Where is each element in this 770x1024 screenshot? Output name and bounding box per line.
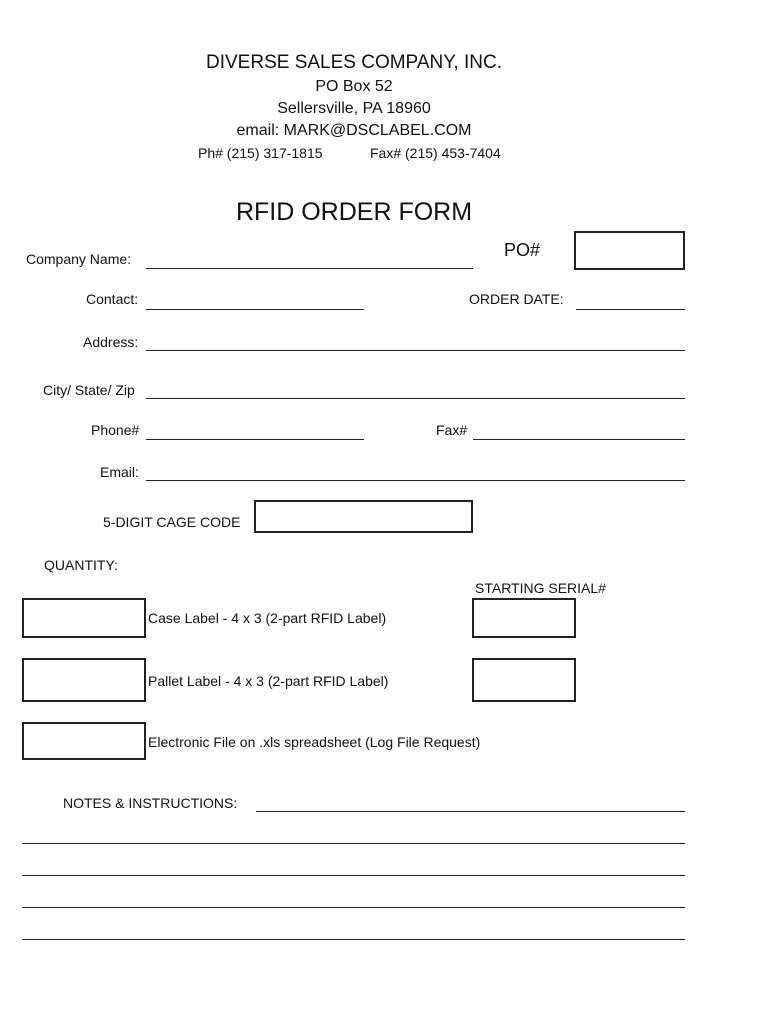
- electronic-file-quantity-field[interactable]: [22, 722, 146, 760]
- phone-label: Phone#: [91, 422, 140, 438]
- starting-serial-label: STARTING SERIAL#: [475, 580, 606, 596]
- order-date-label: ORDER DATE:: [469, 291, 564, 307]
- po-number-field[interactable]: [574, 231, 685, 270]
- address-label: Address:: [83, 334, 139, 350]
- company-name-label: Company Name:: [26, 251, 132, 267]
- cage-code-label: 5-DIGIT CAGE CODE: [103, 514, 241, 530]
- electronic-file-item: Electronic File on .xls spreadsheet (Log File Request): [148, 734, 481, 750]
- notes-line-1[interactable]: [256, 811, 685, 812]
- header-email: email: MARK@DSCLABEL.COM: [236, 122, 472, 139]
- pallet-label-quantity-field[interactable]: [22, 658, 146, 702]
- form-title: RFID ORDER FORM: [235, 198, 473, 226]
- case-label-quantity-field[interactable]: [22, 598, 146, 638]
- notes-line-2[interactable]: [22, 843, 685, 844]
- header-phone: Ph# (215) 317-1815: [198, 145, 323, 161]
- fax-label: Fax#: [436, 422, 468, 438]
- case-label-serial-field[interactable]: [472, 598, 576, 638]
- company-name-field[interactable]: [146, 268, 473, 269]
- contact-field[interactable]: [146, 309, 364, 310]
- address-field[interactable]: [146, 350, 685, 351]
- city-address: Sellersville, PA 18960: [277, 100, 431, 117]
- header-fax: Fax# (215) 453-7404: [370, 145, 501, 161]
- notes-label: NOTES & INSTRUCTIONS:: [63, 795, 238, 811]
- notes-line-5[interactable]: [22, 939, 685, 940]
- city-state-zip-field[interactable]: [146, 398, 685, 399]
- phone-field[interactable]: [146, 439, 364, 440]
- company-name-header: DIVERSE SALES COMPANY, INC.: [206, 52, 502, 73]
- quantity-label: QUANTITY:: [44, 557, 118, 573]
- email-label: Email:: [100, 464, 139, 480]
- po-box: PO Box 52: [315, 78, 393, 95]
- fax-field[interactable]: [473, 439, 685, 440]
- pallet-label-serial-field[interactable]: [472, 658, 576, 702]
- order-date-field[interactable]: [576, 309, 685, 310]
- case-label-item: Case Label - 4 x 3 (2-part RFID Label): [148, 610, 387, 626]
- notes-line-4[interactable]: [22, 907, 685, 908]
- notes-line-3[interactable]: [22, 875, 685, 876]
- email-field[interactable]: [146, 480, 685, 481]
- city-state-zip-label: City/ State/ Zip: [43, 382, 135, 398]
- pallet-label-item: Pallet Label - 4 x 3 (2-part RFID Label): [148, 673, 389, 689]
- contact-label: Contact:: [86, 291, 139, 307]
- cage-code-field[interactable]: [254, 500, 473, 533]
- po-label: PO#: [504, 240, 541, 260]
